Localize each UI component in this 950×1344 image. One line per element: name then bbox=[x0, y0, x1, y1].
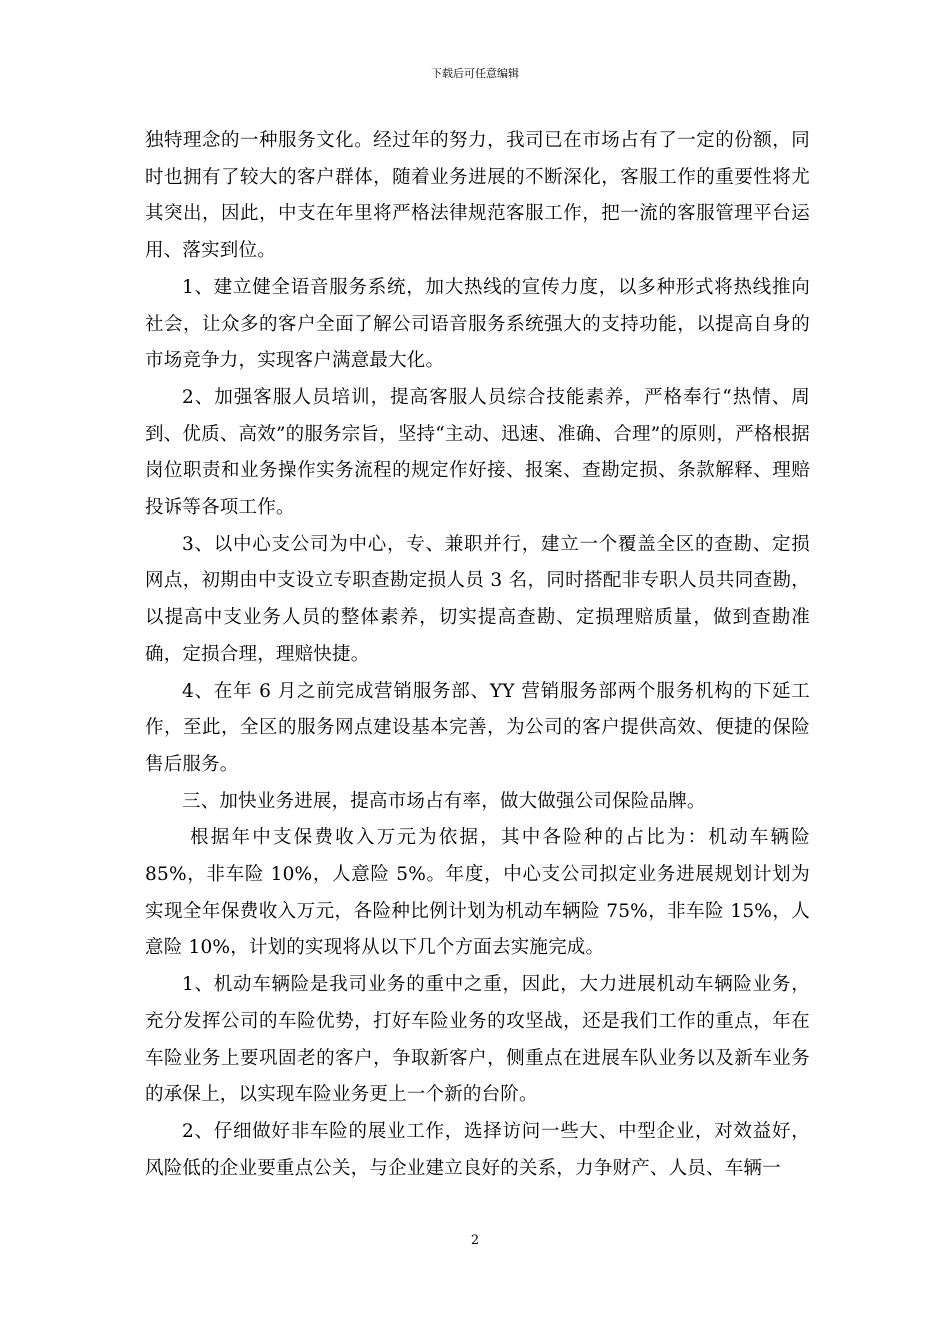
paragraph-survey-network: 3、以中心支公司为中心，专、兼职并行，建立一个覆盖全区的查勘、定损网点，初期由中支设立专职查勘定损人员 3 名，同时搭配非专职人员共同查勘，以提高中支业务人员的整体素养，切实提高查勘、定损理赔质量，做到查勘准确，定损合理，理赔快捷。 bbox=[145, 533, 810, 665]
paragraph-premium-plan: 根据年中支保费收入万元为依据，其中各险种的占比为：机动车辆险 85%，非车险 10%，人意险 5%。年度，中心支公司拟定业务进展规划计划为实现全年保费收入万元，各险种比例计划为机动车辆险 75%，非车险 15%，人意险 10%，计划的实现将从以下几个方面去实施完成。 bbox=[145, 827, 810, 959]
section-heading-business-growth: 三、加快业务进展，提高市场占有率，做大做强公司保险品牌。 bbox=[182, 790, 706, 812]
document-body bbox=[145, 123, 810, 1187]
paragraph-voice-service: 1、建立健全语音服务系统，加大热线的宣传力度，以多种形式将热线推向社会，让众多的客户全面了解公司语音服务系统强大的支持功能，以提高自身的市场竞争力，实现客户满意最大化。 bbox=[145, 276, 810, 372]
page-header-note: 下载后可任意编辑 bbox=[431, 67, 519, 80]
page-number: 2 bbox=[470, 1233, 480, 1248]
paragraph-service-culture: 独特理念的一种服务文化。经过年的努力，我司已在市场占有了一定的份额，同时也拥有了较大的客户群体，随着业务进展的不断深化，客服工作的重要性将尤其突出，因此，中支在年里将严格法律规范客服工作，把一流的客服管理平台运用、落实到位。 bbox=[145, 130, 810, 262]
paragraph-staff-training: 2、加强客服人员培训，提高客服人员综合技能素养，严格奉行“热情、周到、优质、高效”的服务宗旨，坚持“主动、迅速、准确、合理”的原则，严格根据岗位职责和业务操作实务流程的规定作好接、报案、查勘定损、条款解释、理赔投诉等各项工作。 bbox=[145, 386, 810, 519]
paragraph-motor-insurance: 1、机动车辆险是我司业务的重中之重，因此，大力进展机动车辆险业务，充分发挥公司的车险优势，打好车险业务的攻坚战，还是我们工作的重点，年在车险业务上要巩固老的客户，争取新客户，侧重点在进展车队业务以及新车业务的承保上，以实现车险业务更上一个新的台阶。 bbox=[145, 974, 810, 1106]
paragraph-service-outlets: 4、在年 6 月之前完成营销服务部、YY 营销服务部两个服务机构的下延工作，至此，全区的服务网点建设基本完善，为公司的客户提供高效、便捷的保险售后服务。 bbox=[145, 680, 810, 775]
paragraph-non-motor-insurance: 2、仔细做好非车险的展业工作，选择访问一些大、中型企业，对效益好，风险低的企业要重点公关，与企业建立良好的关系，力争财产、人员、车辆一 bbox=[145, 1120, 810, 1179]
